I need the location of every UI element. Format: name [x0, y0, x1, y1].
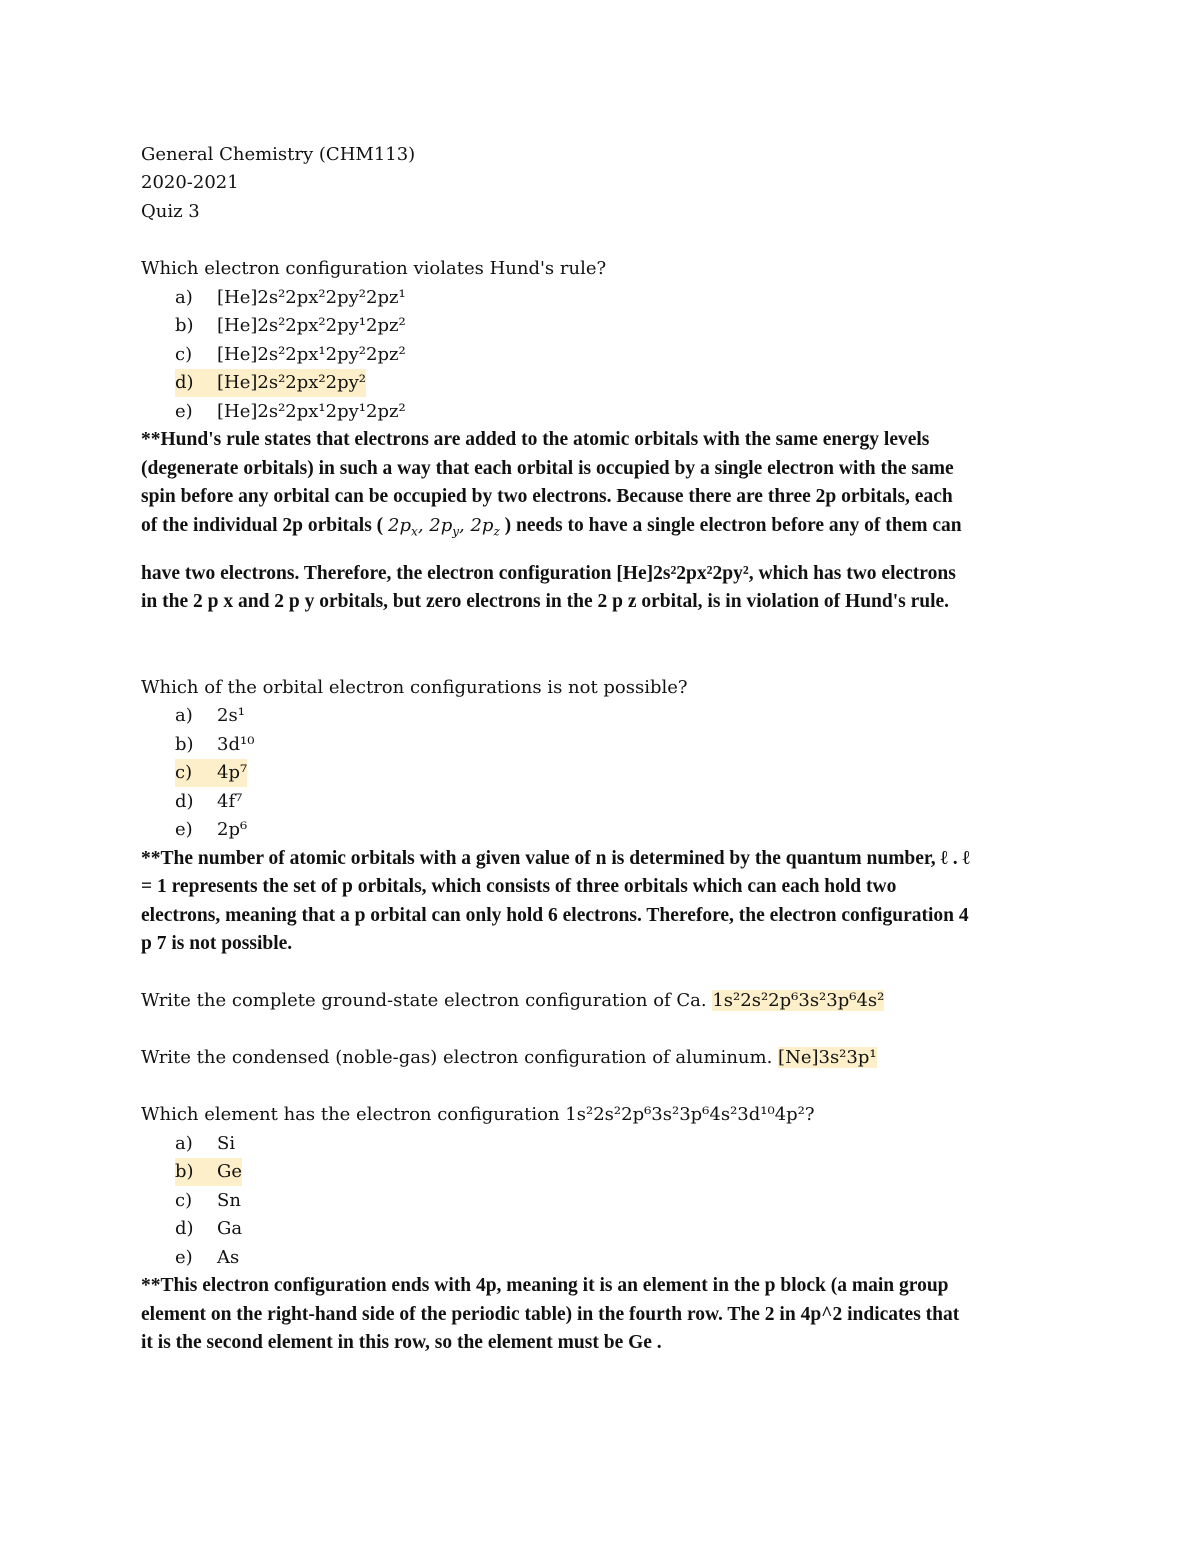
q3-answer: 1s²2s²2p⁶3s²3p⁶4s² [712, 990, 885, 1011]
q1-explanation-line: of the individual 2p orbitals ( $2p_x$, $2p_y$, $2p_z$ ) needs to have a single electron before any of them can [141, 515, 962, 539]
q1-explanation-line: spin before any orbital can be occupied by two electrons. Because there are three 2p orbitals, each [141, 486, 953, 507]
q1-option-d-answer: d) [He]2s²2px²2py² [175, 369, 366, 397]
q2-option-c-answer: c) 4p⁷ [175, 759, 247, 787]
quiz-title: Quiz 3 [141, 201, 200, 222]
q5-option-d: d) Ga [175, 1218, 243, 1239]
q2-explanation-line: p 7 is not possible. [141, 933, 293, 954]
q5-explanation-line: **This electron configuration ends with 4p, meaning it is an element in the p block (a main group [141, 1275, 949, 1296]
q2-option-d: d) 4f⁷ [175, 791, 243, 812]
academic-year: 2020-2021 [141, 172, 239, 193]
q2-option-a: a) 2s¹ [175, 705, 245, 726]
q2-explanation-line: **The number of atomic orbitals with a given value of n is determined by the quantum number, ℓ . ℓ [141, 848, 970, 869]
q1-explanation-line: **Hund's rule states that electrons are added to the atomic orbitals with the same energy levels [141, 429, 930, 450]
q2-explanation-line: electrons, meaning that a p orbital can only hold 6 electrons. Therefore, the electron configuration 4 [141, 905, 969, 926]
q1-option-b: b) [He]2s²2px²2py¹2pz² [175, 315, 406, 336]
q5-option-a: a) Si [175, 1133, 236, 1154]
question-1: Which electron configuration violates Hund's rule? [141, 258, 607, 279]
q2-explanation-line: = 1 represents the set of p orbitals, which consists of three orbitals which can each hold two [141, 876, 897, 897]
q1-option-c: c) [He]2s²2px¹2py²2pz² [175, 344, 406, 365]
q1-option-e: e) [He]2s²2px¹2py¹2pz² [175, 401, 406, 422]
q5-option-e: e) As [175, 1247, 240, 1268]
q4-answer: [Ne]3s²3p¹ [778, 1047, 877, 1068]
q5-explanation-line: element on the right-hand side of the periodic table) in the fourth row. The 2 in 4p^2 indicates that [141, 1304, 960, 1325]
q1-option-a: a) [He]2s²2px²2py²2pz¹ [175, 287, 406, 308]
q1-explanation-line: (degenerate orbitals) in such a way that each orbital is occupied by a single electron with the same [141, 458, 954, 479]
course-title: General Chemistry (CHM113) [141, 144, 416, 165]
question-2: Which of the orbital electron configurations is not possible? [141, 677, 688, 698]
q1-explanation-line: in the 2 p x and 2 p y orbitals, but zero electrons in the 2 p z orbital, is in violation of Hund's rule. [141, 591, 950, 612]
q2-option-b: b) 3d¹⁰ [175, 734, 255, 755]
question-5: Which element has the electron configuration 1s²2s²2p⁶3s²3p⁶4s²3d¹⁰4p²? [141, 1104, 815, 1125]
q5-option-c: c) Sn [175, 1190, 241, 1211]
q1-explanation-line: have two electrons. Therefore, the electron configuration [He]2s²2px²2py², which has two electrons [141, 563, 956, 584]
q2-option-e: e) 2p⁶ [175, 819, 248, 840]
q5-explanation-line: it is the second element in this row, so the element must be Ge . [141, 1332, 662, 1353]
question-4: Write the condensed (noble-gas) electron configuration of aluminum. [Ne]3s²3p¹ [141, 1047, 877, 1068]
q5-option-b-answer: b) Ge [175, 1158, 242, 1186]
orbital-math: $2p_x$, $2p_y$, $2p_z$ [388, 515, 500, 539]
question-3: Write the complete ground-state electron configuration of Ca. 1s²2s²2p⁶3s²3p⁶4s² [141, 990, 885, 1011]
